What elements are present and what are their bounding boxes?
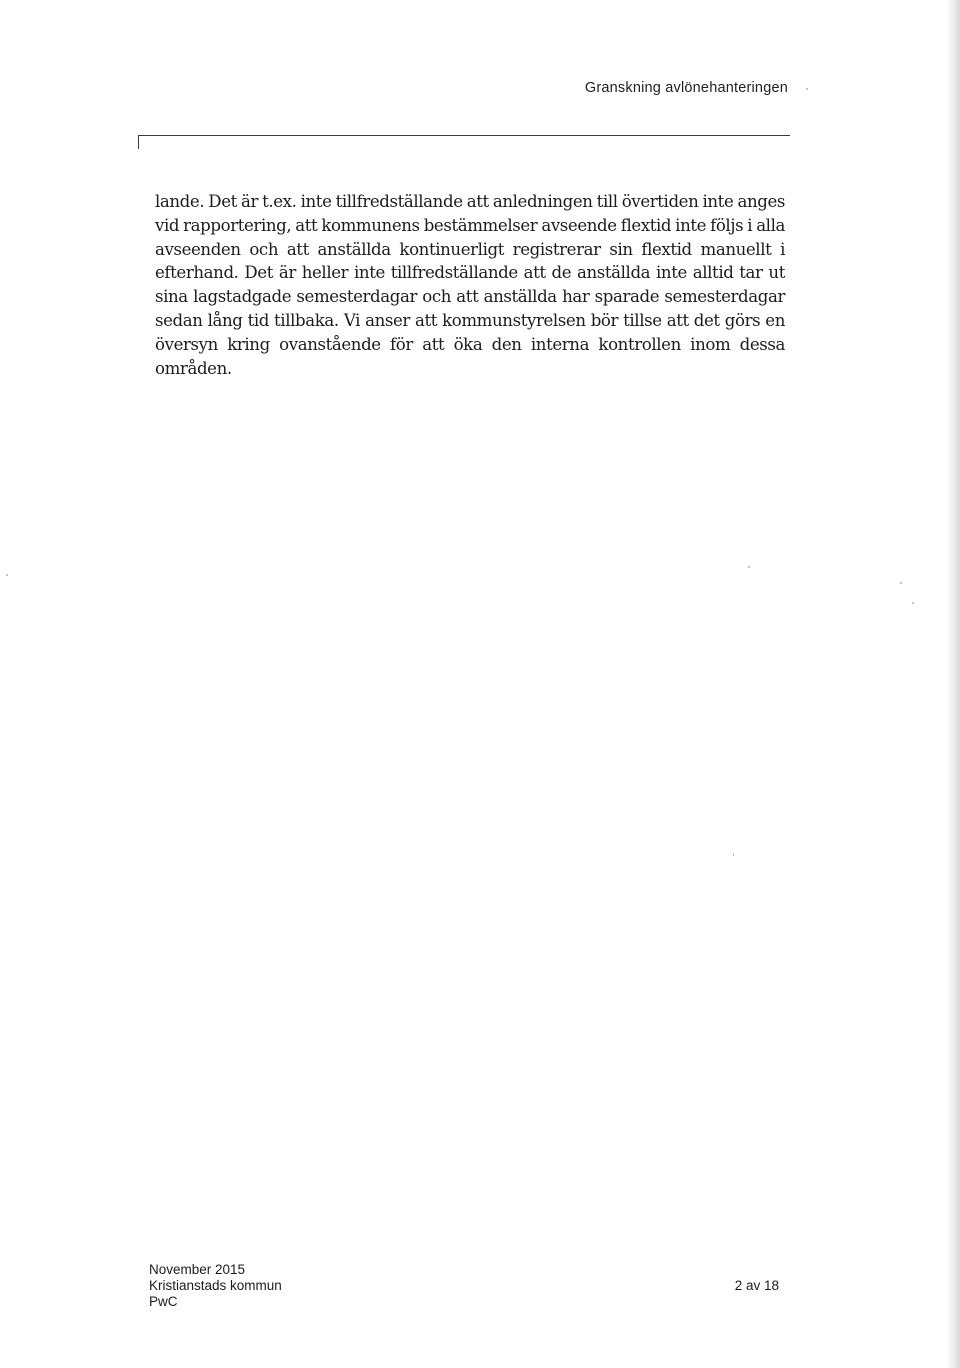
scan-speck	[806, 88, 808, 90]
header-rule-tick	[138, 135, 139, 149]
footer-date: November 2015	[149, 1262, 246, 1277]
header-rule	[138, 135, 790, 136]
footer-page-number: 2 av 18	[734, 1278, 779, 1293]
scan-speck	[900, 582, 902, 584]
running-header-title: Granskning avlönehanteringen	[584, 80, 788, 96]
body-paragraph: lande. Det är t.ex. inte tillfredställande att anledningen till övertiden inte anges vid rapportering, att kommunens bestämmelser avseende flextid inte följs i alla avseenden och att anställda kontinuerligt registrerar sin flextid manuellt i efterhand. Det är heller inte tillfredställande att de anställda inte alltid tar ut sina lagstadgade semesterdagar och att anställda har sparade semesterdagar sedan lång tid tillbaka. Vi anser att kommunstyrelsen bör tillse att det görs en översyn kring ovanstående för att öka den interna kontrollen inom dessa områden.	[155, 192, 785, 378]
scan-speck	[912, 602, 914, 604]
scan-speck	[748, 566, 750, 568]
footer-organization: Kristianstads kommun	[149, 1278, 282, 1293]
scan-speck	[6, 574, 8, 576]
footer-company: PwC	[149, 1294, 178, 1309]
page-footer	[149, 1262, 779, 1310]
scan-speck	[733, 853, 734, 856]
scan-edge-shadow	[946, 0, 960, 1368]
